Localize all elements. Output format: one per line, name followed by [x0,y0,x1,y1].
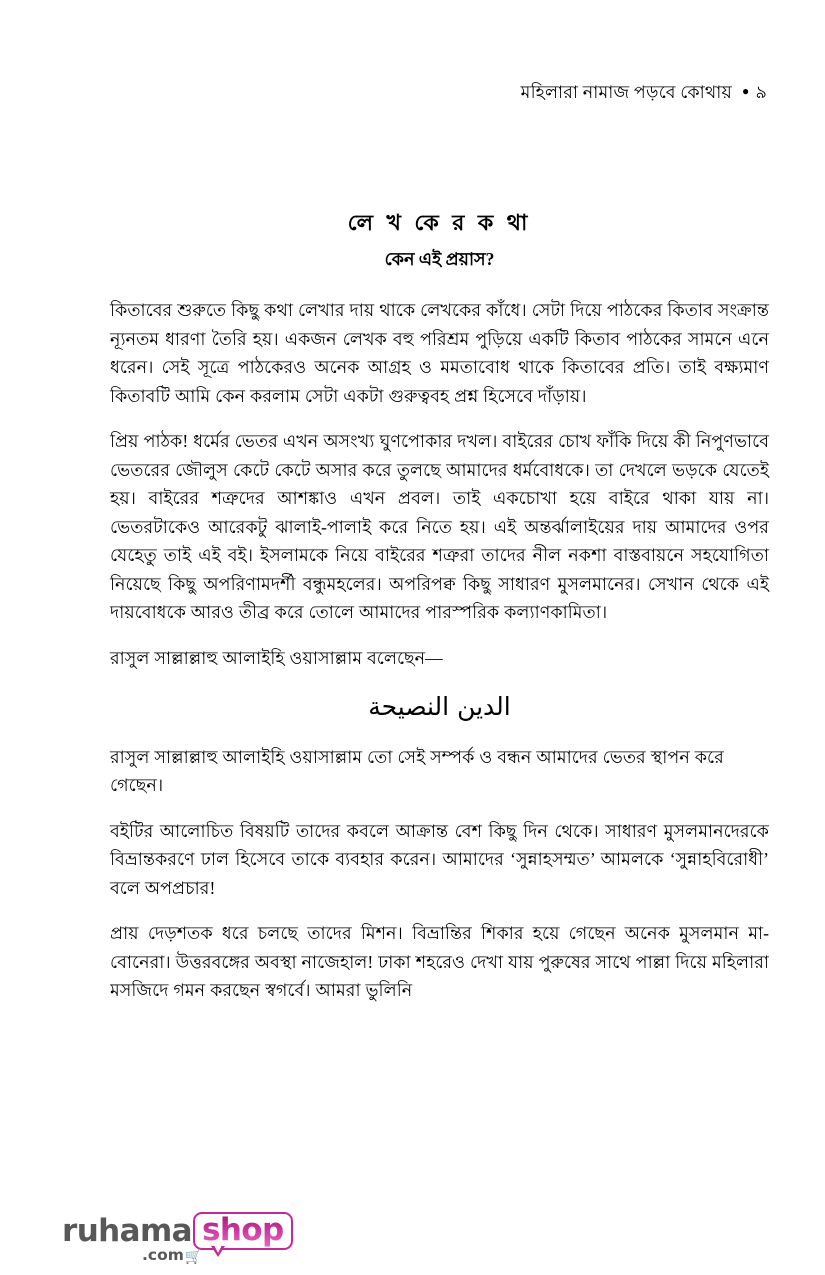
logo-dotcom-text: .com [142,1246,184,1264]
running-head [110,82,767,103]
body-paragraph-5: বইটির আলোচিত বিষয়টি তাদের কবলে আক্রান্ত বেশ কিছু দিন থেকে। সাধারণ মুসলমানদেরকে বিভ্রান্তকরণে ঢাল হিসেবে তাকে ব্যবহার করেন। আমাদের ‘সুন্নাহসম্মত’ আমলকে ‘সুন্নাহবিরোধী’ বলে অপপ্রচার! [110,820,769,898]
body-paragraph-2: প্রিয় পাঠক! ধর্মের ভেতর এখন অসংখ্য ঘুণপোকার দখল। বাইরের চোখ ফাঁকি দিয়ে কী নিপুণভাবে ভেতরের জৌলুস কেটে কেটে অসার করে তুলছে আমাদের ধর্মবোধকে। তা দেখলে ভড়কে যেতেই হয়। বাইরের শত্রুদের আশঙ্কাও এখন প্রবল। তাই একচোখা হয়ে বাইরে থাকা যায় না। ভেতরটাকেও আরেকটু ঝালাই-পালাই করে নিতে হয়। এই অন্তর্ঝালাইয়ের দায় আমাদের ওপর যেহেতু তাই এই বই। ইসলামকে নিয়ে বাইরের শত্রুরা তাদের নীল নকশা বাস্তবায়নে সহযোগিতা নিয়েছে কিছু অপরিণামদর্শী বন্ধুমহলের। অপরিপক্ব কিছু সাধারণ মুসলমানের। সেখান থেকে এই দায়বোধকে আরও তীব্র করে তোলে আমাদের পারস্পরিক কল্যাণকামিতা। [110,431,769,623]
chapter-subtitle: কেন এই প্রয়াস? [384,249,495,269]
logo-text-shop: shop [201,1212,284,1248]
body-paragraph-1: কিতাবের শুরুতে কিছু কথা লেখার দায় থাকে লেখকের কাঁধে। সেটা দিয়ে পাঠকের কিতাব সংক্রান্ত ন্যূনতম ধারণা তৈরি হয়। একজন লেখক বহু পরিশ্রম পুড়িয়ে একটি কিতাব পাঠকের সামনে এনে ধরেন। সেই সূত্রে পাঠকেরও অনেক আগ্রহ ও মমতাবোধ থাকে কিতাবের প্রতি। তাই বক্ষ্যমাণ কিতাবটি আমি কেন করলাম সেটা একটা গুরুত্ববহ প্রশ্ন হিসেবে দাঁড়ায়। [110,300,769,406]
logo-wordmark [62,1212,293,1250]
running-head-bullet-icon: ● [741,84,750,98]
body-paragraph-4: রাসুল সাল্লাল্লাহু আলাইহি ওয়াসাল্লাম তো সেই সম্পর্ক ও বন্ধন আমাদের ভেতর স্থাপন করে গেছেন। [110,746,724,796]
chapter-title: লে খ কে র ক থা [347,210,532,235]
logo-text-ruhama: ruhama [62,1212,192,1249]
shopping-cart-icon: 🛒 [184,1248,203,1265]
logo-speech-bubble-icon [193,1212,293,1250]
running-head-title: মহিলারা নামাজ পড়বে কোথায় [520,82,732,102]
logo-domain-suffix [142,1248,202,1264]
body-paragraph-6: প্রায় দেড়শতক ধরে চলছে তাদের মিশন। বিভ্রান্তির শিকার হয়ে গেছেন অনেক মুসলমান মা-বোনেরা। উত্তরবঙ্গের অবস্থা নাজেহাল! ঢাকা শহরেও দেখা যায় পুরুষের সাথে পাল্লা দিয়ে মহিলারা মসজিদে গমন করছেন স্বগর্বে। আমরা ভুলিনি [110,923,769,1001]
body-paragraph-3: রাসুল সাল্লাল্লাহু আলাইহি ওয়াসাল্লাম বলেছেন— [110,647,443,668]
page-number: ৯ [755,82,767,102]
ruhamashop-watermark-logo [62,1212,284,1270]
logo-bubble-tail-icon [211,1246,225,1257]
arabic-hadith-quote: الدين النصيحة [368,692,511,722]
page-content [110,206,769,1005]
